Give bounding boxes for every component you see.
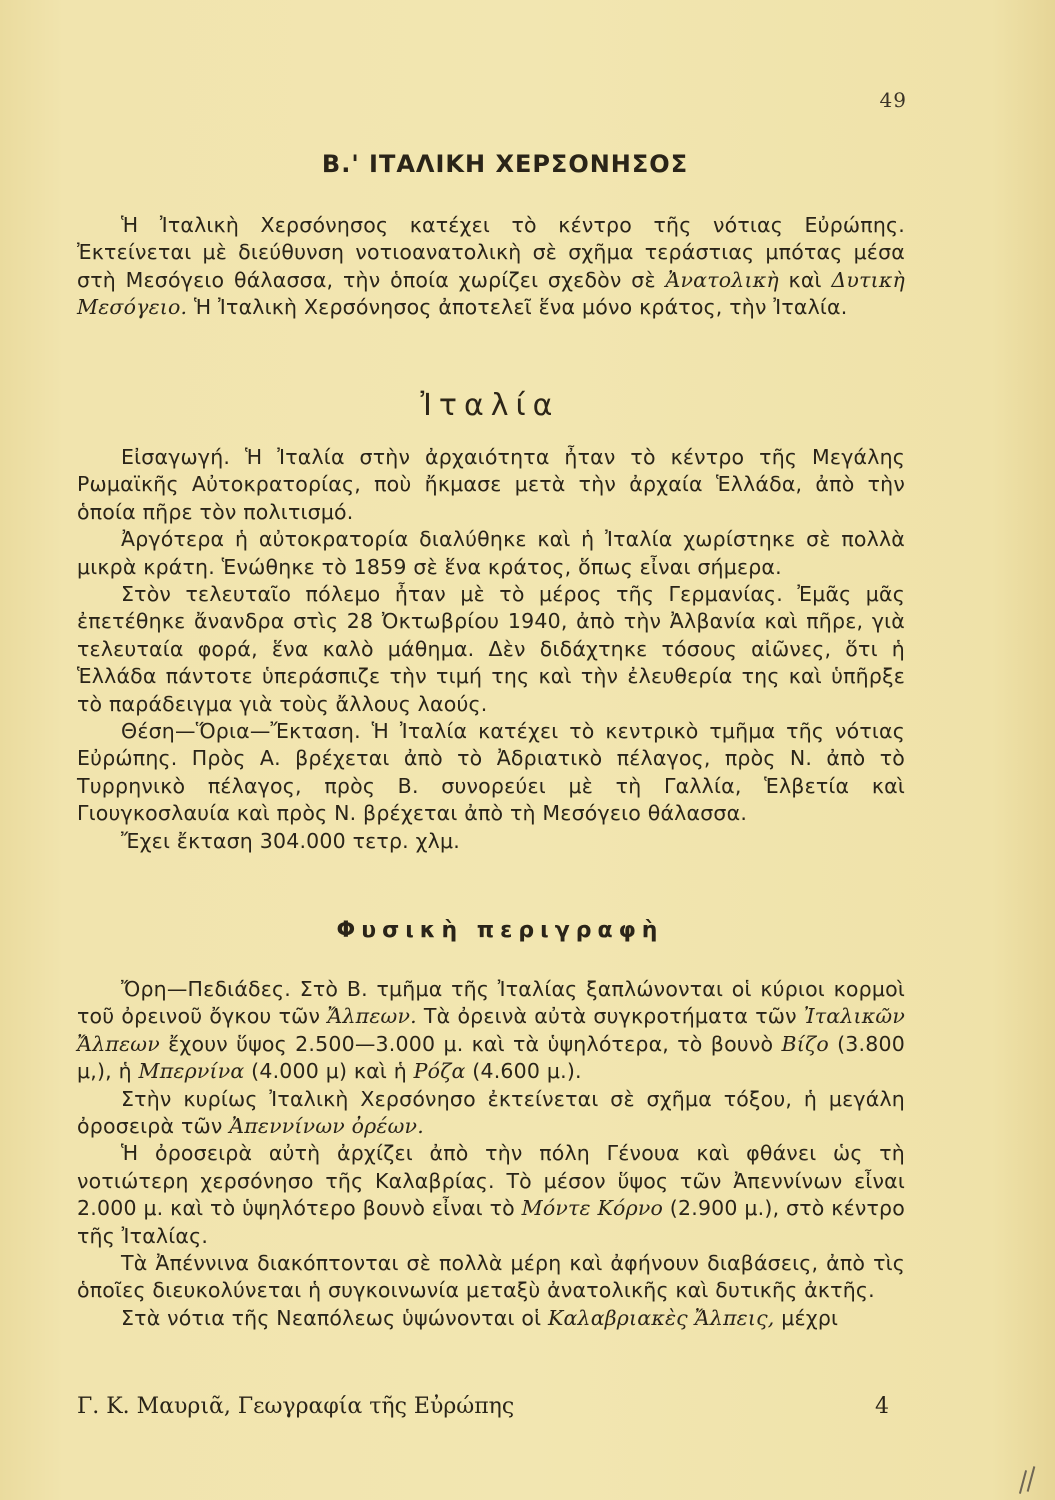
ektasi-paragraph: Ἔχει ἔκταση 304.000 τετρ. χλμ. <box>121 828 460 853</box>
page-number: 49 <box>879 88 907 112</box>
intro-block <box>77 212 905 322</box>
page-footer <box>77 1394 889 1419</box>
section-title: Ἰταλία <box>420 388 560 423</box>
footer-signature: 4 <box>875 1394 889 1419</box>
ori-paragraph: Ὄρη—Πεδιάδες. Στὸ Β. τμῆμα τῆς Ἰταλίας ξαπλώνονται οἱ κύριοι κορμοὶ τοῦ ὀρεινοῦ ὄγκου τῶν Ἄλπεων. Τὰ ὀρεινὰ αὐτὰ συγκροτήματα τῶν Ἰταλικῶν Ἄλπεων ἔχουν ὕψος 2.500—3.000 μ. καὶ τὰ ὑψηλότερα, τὸ βουνὸ Βίζο (3.800 μ,), ἡ Μπερνίνα (4.000 μ) καὶ ἡ Ρόζα (4.600 μ.). <box>77 977 905 1084</box>
apennines-paragraph: Στὴν κυρίως Ἰταλικὴ Χερσόνησο ἐκτείνεται σὲ σχῆμα τόξου, ἡ μεγάλη ὀροσειρὰ τῶν Ἀπεννίνων ὀρέων. <box>77 1086 905 1139</box>
italia-body <box>77 444 905 855</box>
thesi-lead: Θέση—Ὅρια—Ἔκταση. <box>121 719 361 744</box>
footer-book-title: Γ. Κ. Μαυριᾶ, Γεωγραφία τῆς Εὐρώπης <box>77 1394 515 1419</box>
orosira-paragraph: Ἡ ὀροσειρὰ αὐτὴ ἀρχίζει ἀπὸ τὴν πόλη Γένουα καὶ φθάνει ὡς τὴ νοτιώτερη χερσόνησο τῆς Καλαβρίας. Τὸ μέσον ὕψος τῶν Ἀπεννίνων εἶναι 2.000 μ. καὶ τὸ ὑψηλότερο βουνὸ εἶναι τὸ Μόντε Κόρνο (2.900 μ.), στὸ κέντρο τῆς Ἰταλίας. <box>77 1141 905 1248</box>
kalavria-paragraph: Στὰ νότια τῆς Νεαπόλεως ὑψώνονται οἱ Καλαβριακὲς Ἄλπεις, μέχρι <box>121 1305 839 1330</box>
ori-lead: Ὄρη—Πεδιάδες. <box>121 977 292 1001</box>
thesi-paragraph: Θέση—Ὅρια—Ἔκταση. Ἡ Ἰταλία κατέχει τὸ κεντρικὸ τμῆμα τῆς νότιας Εὐρώπης. Πρὸς Α. βρέχεται ἀπὸ τὸ Ἀδριατικὸ πέλαγος, πρὸς Ν. ἀπὸ τὸ Τυρρηνικὸ πέλαγος, πρὸς Β. συνορεύει μὲ τὴ Γαλλία, Ἑλβετία καὶ Γιουγκοσλαυία καὶ πρὸς Ν. βρέχεται ἀπὸ τὴ Μεσόγειο θάλασσα. <box>77 719 905 826</box>
argotera-paragraph: Ἀργότερα ἡ αὐτοκρατορία διαλύθηκε καὶ ἡ Ἰταλία χωρίστηκε σὲ πολλὰ μικρὰ κράτη. Ἑνώθηκε τὸ 1859 σὲ ἕνα κράτος, ὅπως εἶναι σήμερα. <box>77 527 905 579</box>
margin-mark <box>1027 1466 1036 1492</box>
chapter-title: Β.' ΙΤΑΛΙΚΗ ΧΕΡΣΟΝΗΣΟΣ <box>321 150 689 178</box>
physical-body <box>77 976 905 1332</box>
eisagogi-paragraph: Εἰσαγωγή. Ἡ Ἰταλία στὴν ἀρχαιότητα ἦταν τὸ κέντρο τῆς Μεγάλης Ρωμαϊκῆς Αὐτοκρατορίας, ποὺ ἤκμασε μετὰ τὴν ἀρχαία Ἑλλάδα, ἀπὸ τὴν ὁποία πῆρε τὸν πολιτισμό. <box>77 445 905 524</box>
diakoptontai-paragraph: Τὰ Ἀπέννινα διακόπτονται σὲ πολλὰ μέρη καὶ ἀφήνουν διαβάσεις, ἀπὸ τὶς ὁποῖες διευκολύνεται ἡ συγκοινωνία μεταξὺ ἀνατολικῆς καὶ δυτικῆς ἀκτῆς. <box>77 1251 905 1303</box>
intro-paragraph: Ἡ Ἰταλικὴ Χερσόνησος κατέχει τὸ κέντρο τῆς νότιας Εὐρώπης. Ἐκτείνεται μὲ διεύθυνση νοτιοανατολικὴ σὲ σχῆμα τεράστιας μπότας μέσα στὴ Μεσόγειο θάλασσα, τὴν ὁποία χωρίζει σχεδὸν σὲ Ἀνατολικὴ καὶ Δυτικὴ Μεσόγειο. Ἡ Ἰταλικὴ Χερσόνησος ἀποτελεῖ ἕνα μόνο κράτος, τὴν Ἰταλία. <box>77 213 905 320</box>
eisagogi-lead: Εἰσαγωγή. <box>121 445 231 469</box>
polemo-paragraph: Στὸν τελευταῖο πόλεμο ἦταν μὲ τὸ μέρος τῆς Γερμανίας. Ἐμᾶς μᾶς ἐπετέθηκε ἄνανδρα στὶς 28 Ὀκτωβρίου 1940, ἀπὸ τὴν Ἀλβανία καὶ πῆρε, γιὰ τελευταία φορά, ἕνα καλὸ μάθημα. Δὲν διδάχτηκε τόσους αἰῶνες, ὅτι ἡ Ἑλλάδα πάντοτε ὑπεράσπιζε τὴν τιμή της καὶ τὴν ἐλευθερία της καὶ ὑπῆρξε τὸ παράδειγμα γιὰ τοὺς ἄλλους λαούς. <box>77 582 905 716</box>
subsection-title: Φυσικὴ περιγραφὴ <box>336 918 664 943</box>
